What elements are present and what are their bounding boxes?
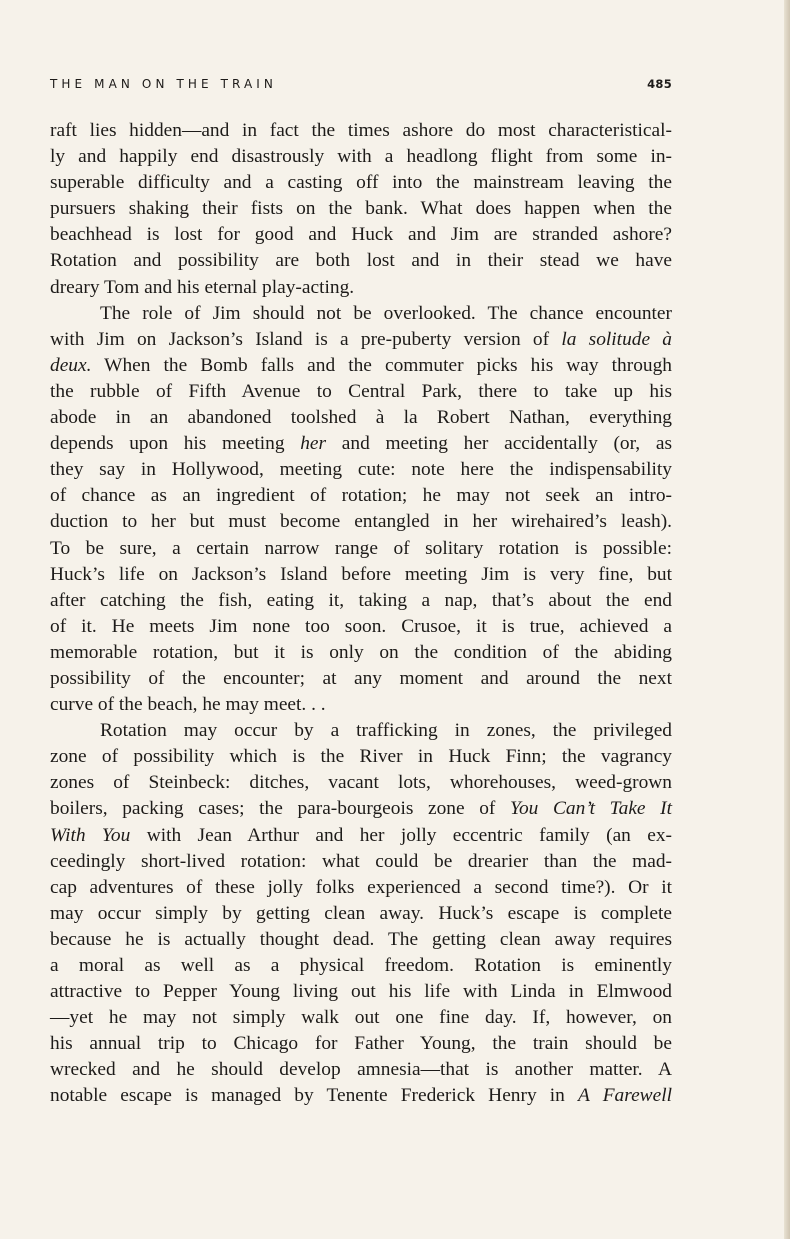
- text-segment: they say in Hollywood, meeting cute: note here the indispensability: [50, 459, 672, 481]
- text-segment: ly and happily end disastrously with a headlong flight from some in-: [50, 146, 672, 168]
- text-segment: possibility of the encounter; at any moment and around the next: [50, 667, 672, 689]
- text-line: [50, 849, 672, 875]
- italic-text: You Can’t Take It: [509, 798, 672, 820]
- text-line: [50, 692, 672, 718]
- text-line: [50, 640, 672, 666]
- text-segment: Rotation and possibility are both lost and in their stead we have: [50, 250, 672, 272]
- text-segment: superable difficulty and a casting off into the mainstream leaving the: [50, 172, 672, 194]
- text-line: [50, 744, 672, 770]
- italic-text: A Farewell: [578, 1085, 672, 1107]
- text-line: [50, 509, 672, 535]
- text-line: [50, 222, 672, 248]
- text-line: [50, 379, 672, 405]
- page-number: 485: [647, 77, 672, 91]
- text-segment: ceedingly short-lived rotation: what could be drearier than the mad-: [50, 850, 672, 872]
- text-segment: duction to her but must become entangled in her wirehaired’s leash).: [50, 511, 672, 533]
- text-line: [50, 275, 672, 301]
- text-line: [50, 770, 672, 796]
- text-segment: The role of Jim should not be overlooked. The chance encounter: [100, 302, 672, 324]
- text-segment: depends upon his meeting: [50, 433, 301, 455]
- text-segment: raft lies hidden—and in fact the times ashore do most characteristical-: [50, 120, 672, 141]
- text-line: [50, 1031, 672, 1057]
- italic-text: her: [300, 433, 327, 455]
- text-line: [50, 796, 672, 822]
- text-segment: after catching the fish, eating it, taking a nap, that’s about the end: [50, 589, 672, 611]
- text-line: [50, 248, 672, 274]
- text-segment: attractive to Pepper Young living out his life with Linda in Elmwood: [50, 981, 672, 1003]
- text-line: [50, 196, 672, 222]
- text-line: [50, 1057, 672, 1083]
- text-segment: the rubble of Fifth Avenue to Central Park, there to take up his: [50, 380, 672, 402]
- text-segment: boilers, packing cases; the para-bourgeois zone of: [50, 798, 510, 820]
- text-segment: curve of the beach, he may meet. . .: [50, 694, 326, 716]
- text-line: [50, 979, 672, 1005]
- text-segment: pursuers shaking their fists on the bank. What does happen when the: [50, 198, 672, 220]
- running-title: THE MAN ON THE TRAIN: [50, 77, 277, 91]
- text-line: [50, 666, 672, 692]
- text-segment: zone of possibility which is the River in Huck Finn; the vagrancy: [50, 746, 672, 768]
- text-line: [50, 301, 672, 327]
- text-segment: because he is actually thought dead. The getting clean away requires: [50, 928, 672, 950]
- text-segment: cap adventures of these jolly folks experienced a second time?). Or it: [50, 876, 672, 898]
- running-head: [50, 77, 672, 95]
- text-segment: of it. He meets Jim none too soon. Crusoe, it is true, achieved a: [50, 615, 672, 637]
- text-line: [50, 953, 672, 979]
- text-line: [50, 170, 672, 196]
- text-line: [50, 823, 672, 849]
- text-segment: beachhead is lost for good and Huck and Jim are stranded ashore?: [50, 224, 672, 246]
- text-line: [50, 1083, 672, 1109]
- text-line: [50, 927, 672, 953]
- text-line: [50, 875, 672, 901]
- text-segment: Rotation may occur by a trafficking in zones, the privileged: [100, 720, 672, 742]
- text-line: [50, 405, 672, 431]
- text-segment: —yet he may not simply walk out one fine day. If, however, on: [50, 1007, 672, 1029]
- italic-text: With You: [50, 824, 131, 846]
- text-line: [50, 431, 672, 457]
- text-line: [50, 483, 672, 509]
- italic-text: la solitude à: [561, 328, 673, 350]
- text-segment: wrecked and he should develop amnesia—that is another matter. A: [50, 1059, 672, 1081]
- text-segment: his annual trip to Chicago for Father Young, the train should be: [50, 1033, 672, 1055]
- text-line: [50, 1005, 672, 1031]
- text-line: [50, 588, 672, 614]
- text-line: [50, 457, 672, 483]
- text-segment: Huck’s life on Jackson’s Island before meeting Jim is very fine, but: [50, 563, 672, 585]
- book-spine-edge: [784, 0, 790, 1239]
- text-segment: and meeting her accidentally (or, as: [326, 433, 672, 455]
- italic-text: deux.: [50, 354, 92, 376]
- text-segment: may occur simply by getting clean away. Huck’s escape is complete: [50, 902, 672, 924]
- text-line: [50, 353, 672, 379]
- text-line: [50, 327, 672, 353]
- text-segment: To be sure, a certain narrow range of solitary rotation is possible:: [50, 537, 672, 559]
- text-segment: When the Bomb falls and the commuter picks his way through: [91, 354, 672, 376]
- text-line: [50, 614, 672, 640]
- text-segment: notable escape is managed by Tenente Frederick Henry in: [50, 1085, 579, 1107]
- body-text: [50, 118, 672, 1110]
- text-segment: with Jean Arthur and her jolly eccentric family (an ex-: [130, 824, 673, 846]
- text-line: [50, 901, 672, 927]
- text-segment: dreary Tom and his eternal play-acting.: [50, 276, 355, 298]
- text-segment: of chance as an ingredient of rotation; he may not seek an intro-: [50, 485, 672, 507]
- text-segment: abode in an abandoned toolshed à la Robert Nathan, everything: [50, 407, 672, 429]
- text-segment: zones of Steinbeck: ditches, vacant lots, whorehouses, weed-grown: [50, 772, 672, 794]
- text-segment: a moral as well as a physical freedom. Rotation is eminently: [50, 955, 672, 976]
- text-line: [50, 536, 672, 562]
- text-line: [50, 144, 672, 170]
- text-line: [50, 118, 672, 144]
- text-segment: memorable rotation, but it is only on the condition of the abiding: [50, 641, 672, 663]
- text-line: [50, 718, 672, 744]
- text-segment: with Jim on Jackson’s Island is a pre-puberty version of: [50, 328, 562, 350]
- text-line: [50, 562, 672, 588]
